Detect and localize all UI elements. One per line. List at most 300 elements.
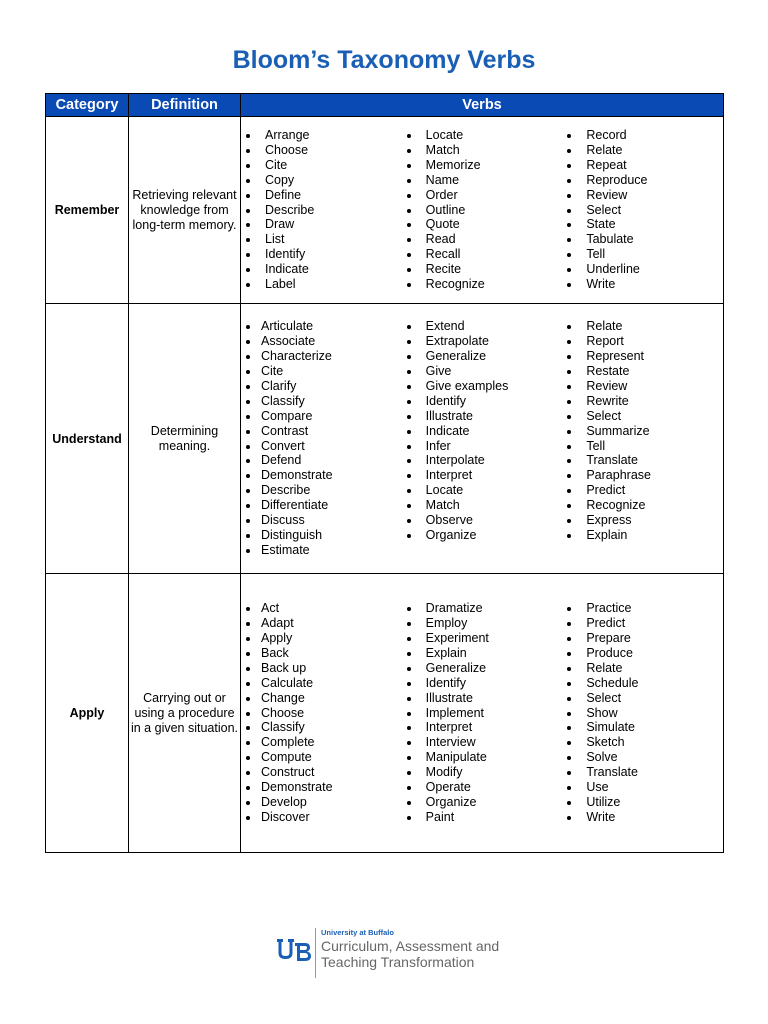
verb-item [402,217,563,232]
bullet-icon [246,519,250,523]
verb-item [402,319,563,334]
bullet-icon [246,134,250,138]
bullet-icon [407,607,411,611]
bullet-icon [407,194,411,198]
bullet-icon [407,209,411,213]
bullet-icon [567,534,571,538]
bullet-icon [246,474,250,478]
footer-text [321,928,499,970]
bullet-icon [567,238,571,242]
bullet-icon [407,340,411,344]
verb-item [562,158,723,173]
verb-item [241,735,402,750]
verb-item [241,720,402,735]
verb-item [402,616,563,631]
verb-text: Tabulate [586,232,634,247]
verb-item [402,646,563,661]
bullet-icon [567,400,571,404]
bullet-icon [567,607,571,611]
bullet-icon [567,756,571,760]
bullet-icon [246,712,250,716]
verb-item [402,765,563,780]
verb-text: Match [425,142,460,157]
bullet-icon [246,209,250,213]
verb-text: Discover [261,809,310,824]
verb-text: Organize [425,795,477,810]
bullet-icon [407,712,411,716]
verb-item [402,424,563,439]
verb-text: Define [265,187,302,202]
verb-text: Interpret [425,720,473,735]
bullet-icon [407,682,411,686]
verb-item [402,735,563,750]
verb-text: Use [586,780,609,795]
bullet-icon [246,238,250,242]
bullet-icon [246,801,250,805]
verb-item [241,513,402,528]
bullet-icon [567,445,571,449]
bullet-icon [246,385,250,389]
verb-item [402,394,563,409]
bullet-icon [246,164,250,168]
bullet-icon [246,756,250,760]
verb-item [562,795,723,810]
verb-text: Produce [586,645,633,660]
footer-line-2: Teaching Transformation [321,954,475,970]
verb-text: Reproduce [586,172,648,187]
verb-item [402,232,563,247]
bullet-icon [407,370,411,374]
verb-text: Back [261,645,289,660]
bullet-icon [407,534,411,538]
bullet-icon [567,771,571,775]
bullet-icon [567,370,571,374]
verb-text: Restate [586,363,630,378]
verb-text: Recognize [586,498,646,513]
verb-text: Manipulate [425,750,487,765]
bullet-icon [407,415,411,419]
verb-text: Recognize [425,277,485,292]
bullet-icon [246,489,250,493]
verb-item [402,498,563,513]
verb-item [562,188,723,203]
bullet-icon [567,149,571,153]
verb-text: Contrast [261,423,309,438]
verb-item [241,394,402,409]
verb-item [402,247,563,262]
bullet-icon [567,682,571,686]
verb-text: Simulate [586,720,635,735]
verb-item [402,203,563,218]
verb-item [241,128,402,143]
verb-text: List [265,232,285,247]
verb-item [562,453,723,468]
bullet-icon [567,355,571,359]
verb-list [562,601,723,825]
verbs-cell [241,574,724,853]
verb-text: Name [425,172,460,187]
verb-item [241,691,402,706]
verb-item [562,661,723,676]
category-cell: Remember [46,117,129,304]
footer-divider [315,928,316,978]
bullet-icon [246,179,250,183]
verb-item [402,601,563,616]
verb-item [241,262,402,277]
verb-item [562,646,723,661]
blooms-verbs-table [45,93,724,853]
bullet-icon [567,637,571,641]
verb-list [241,319,402,558]
verb-item [402,277,563,292]
verb-item [562,319,723,334]
bullet-icon [246,340,250,344]
verb-item [402,128,563,143]
bullet-icon [246,430,250,434]
bullet-icon [246,534,250,538]
bullet-icon [407,622,411,626]
verb-text: Select [586,690,622,705]
verb-text: Select [586,202,622,217]
verb-item [562,334,723,349]
verb-list [241,601,402,825]
verb-item [402,439,563,454]
bullet-icon [567,667,571,671]
verb-text: Calculate [261,675,314,690]
verb-text: Clarify [261,378,297,393]
verb-item [241,364,402,379]
verb-text: Apply [261,630,293,645]
bullet-icon [567,652,571,656]
verb-item [402,810,563,825]
verb-text: Copy [265,172,295,187]
page-title: Bloom’s Taxonomy Verbs [232,46,536,74]
bullet-icon [567,430,571,434]
verb-text: Extend [425,319,465,334]
verb-item [562,203,723,218]
verb-item [241,188,402,203]
verb-text: Explain [425,645,467,660]
verb-text: Convert [261,438,305,453]
definition-cell: Carrying out or using a procedure in a given situation. [129,574,241,853]
bullet-icon [567,164,571,168]
verb-text: Tell [586,438,606,453]
bullet-icon [407,179,411,183]
verb-text: Review [586,378,628,393]
bullet-icon [407,459,411,463]
verb-item [562,483,723,498]
verb-item [241,795,402,810]
verb-item [241,631,402,646]
bullet-icon [567,801,571,805]
bullet-icon [246,622,250,626]
table-row [46,117,724,304]
verb-item [241,750,402,765]
verb-text: Cite [261,363,284,378]
verb-text: Extrapolate [425,334,489,349]
verb-text: Demonstrate [261,780,333,795]
footer-university: University at Buffalo [321,928,394,937]
verb-item [402,676,563,691]
verb-text: Schedule [586,675,639,690]
bullet-icon [246,355,250,359]
verb-text: Select [586,408,622,423]
verb-text: Practice [586,601,632,616]
bullet-icon [567,697,571,701]
header-definition: Definition [129,94,241,117]
verb-text: Give [425,363,452,378]
verb-item [562,364,723,379]
verb-column [241,319,402,558]
bullet-icon [567,194,571,198]
bullet-icon [246,652,250,656]
bullet-icon [567,385,571,389]
bullet-icon [246,771,250,775]
verb-item [562,439,723,454]
verb-text: Construct [261,765,315,780]
verbs-cell [241,304,724,574]
verb-item [402,631,563,646]
bullet-icon [567,340,571,344]
bullet-icon [567,459,571,463]
verb-item [241,232,402,247]
verb-text: Organize [425,528,477,543]
verb-item [402,188,563,203]
verb-item [241,453,402,468]
verbs-cell [241,117,724,304]
bullet-icon [567,223,571,227]
bullet-icon [567,474,571,478]
bullet-icon [407,801,411,805]
bullet-icon [246,370,250,374]
bullet-icon [567,415,571,419]
verb-text: Describe [265,202,315,217]
verb-item [402,750,563,765]
verb-item [562,379,723,394]
verb-column [402,319,563,558]
verb-text: Relate [586,142,623,157]
verb-item [562,262,723,277]
verb-item [241,424,402,439]
verb-text: Interview [425,735,476,750]
verb-item [241,810,402,825]
verb-text: Infer [425,438,451,453]
bullet-icon [407,519,411,523]
bullet-icon [246,149,250,153]
bullet-icon [246,697,250,701]
table-row [46,304,724,574]
verb-text: Estimate [261,542,310,557]
bullet-icon [246,637,250,641]
bullet-icon [567,134,571,138]
bullet-icon [246,283,250,287]
bullet-icon [567,816,571,820]
verb-text: Develop [261,795,307,810]
verb-text: Dramatize [425,601,483,616]
verb-text: Indicate [425,423,470,438]
verb-item [241,601,402,616]
bullet-icon [567,325,571,329]
verb-text: Adapt [261,616,294,630]
bullet-icon [567,504,571,508]
bullet-icon [407,697,411,701]
verb-text: Interpolate [425,453,485,468]
verb-text: Operate [425,780,471,795]
verb-item [241,203,402,218]
verb-item [402,720,563,735]
verb-item [562,720,723,735]
category-cell: Understand [46,304,129,574]
bullet-icon [246,726,250,730]
verb-item [402,379,563,394]
bullet-icon [567,786,571,790]
bullet-icon [246,816,250,820]
bullet-icon [407,164,411,168]
verb-text: Locate [425,127,464,142]
verb-item [402,780,563,795]
verb-text: Act [261,601,280,616]
verb-text: Generalize [425,660,487,675]
verb-item [241,468,402,483]
verb-item [402,453,563,468]
verb-list [241,128,402,292]
verb-item [241,319,402,334]
verb-item [562,616,723,631]
verb-item [241,217,402,232]
bullet-icon [246,786,250,790]
bullet-icon [246,667,250,671]
verb-text: Represent [586,348,645,363]
verb-text: Defend [261,453,302,468]
verb-text: Predict [586,616,626,630]
verb-item [562,468,723,483]
bullet-icon [407,134,411,138]
bullet-icon [407,771,411,775]
bullet-icon [246,504,250,508]
verb-text: Review [586,187,628,202]
bullet-icon [246,741,250,745]
bullet-icon [407,652,411,656]
verb-text: Arrange [265,127,310,142]
verb-text: Underline [586,262,640,277]
verb-text: Implement [425,705,485,720]
verb-text: Back up [261,660,307,675]
verb-text: Discuss [261,513,305,528]
verb-column [241,601,402,825]
table-header-row [46,94,724,117]
verb-text: Summarize [586,423,650,438]
verb-item [562,349,723,364]
verb-text: Interpret [425,468,473,483]
verb-item [241,277,402,292]
category-cell: Apply [46,574,129,853]
verb-text: Recite [425,262,462,277]
verb-text: Give examples [425,378,509,393]
footer-branding [277,928,499,978]
verb-item [241,247,402,262]
verb-item [241,483,402,498]
verb-text: Classify [261,393,305,408]
verb-text: Translate [586,765,638,780]
verb-item [562,217,723,232]
verb-item [402,364,563,379]
verb-item [241,706,402,721]
verb-text: Recall [425,247,461,262]
verb-item [402,409,563,424]
verb-text: Identify [425,675,466,690]
bullet-icon [246,223,250,227]
bullet-icon [407,400,411,404]
verb-text: Experiment [425,630,489,645]
verb-text: Quote [425,217,460,232]
verb-text: Generalize [425,348,487,363]
verb-text: Record [586,127,627,142]
verb-item [562,631,723,646]
verb-item [562,409,723,424]
verb-item [241,765,402,780]
verb-text: Utilize [586,795,621,810]
verb-text: Repeat [586,157,627,172]
verb-item [241,498,402,513]
verb-item [562,394,723,409]
verb-text: Employ [425,616,468,630]
ub-logo-icon [277,939,311,963]
verb-text: Differentiate [261,498,329,513]
verb-item [402,334,563,349]
verb-text: Choose [265,142,309,157]
verb-text: Paint [425,809,455,824]
verb-text: Compare [261,408,313,423]
verb-text: Illustrate [425,408,473,423]
verb-text: Report [586,334,624,349]
verb-list [402,128,563,292]
bullet-icon [407,149,411,153]
bullet-icon [407,325,411,329]
bullet-icon [567,209,571,213]
bullet-icon [567,741,571,745]
bullet-icon [407,489,411,493]
header-category: Category [46,94,129,117]
verb-text: Paraphrase [586,468,651,483]
header-verbs: Verbs [241,94,724,117]
verb-item [562,780,723,795]
verb-item [402,173,563,188]
verb-item [562,173,723,188]
verb-item [241,143,402,158]
bullet-icon [407,253,411,257]
verb-item [241,173,402,188]
verb-item [241,439,402,454]
verb-item [562,691,723,706]
verb-text: State [586,217,616,232]
verb-item [562,750,723,765]
verb-text: Explain [586,528,628,543]
bullet-icon [567,712,571,716]
verb-text: Sketch [586,735,625,750]
verb-text: Characterize [261,348,332,363]
footer-line-1: Curriculum, Assessment and [321,938,500,954]
verb-text: Memorize [425,157,481,172]
verb-item [241,780,402,795]
verb-column [241,128,402,292]
bullet-icon [407,504,411,508]
bullet-icon [567,253,571,257]
verb-item [241,334,402,349]
verb-item [241,661,402,676]
bullet-icon [246,459,250,463]
verb-list [562,319,723,543]
verb-text: Label [265,277,296,292]
